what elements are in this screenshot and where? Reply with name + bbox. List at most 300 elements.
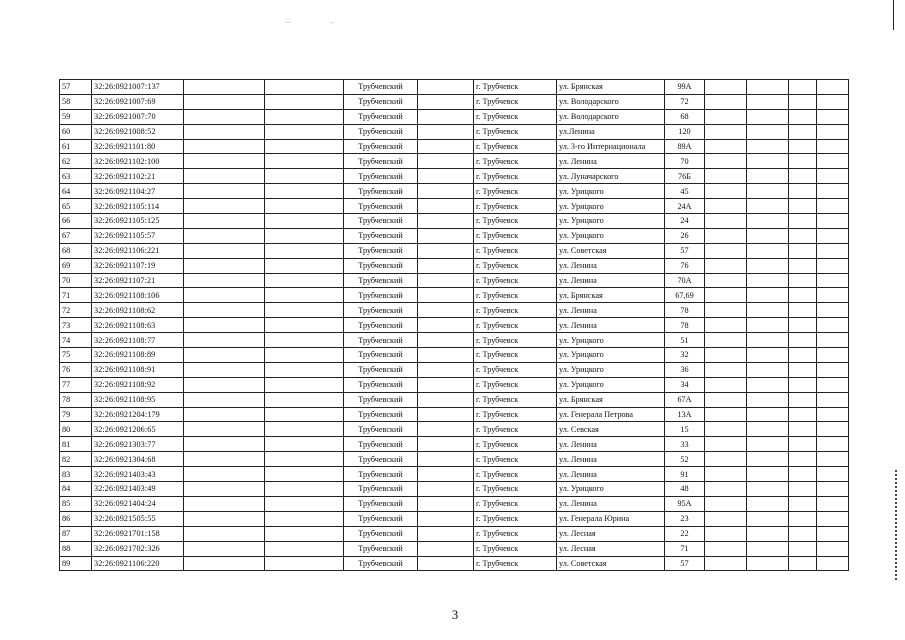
empty-cell xyxy=(747,80,789,95)
house-number-cell: 91 xyxy=(665,467,705,482)
row-number-cell: 73 xyxy=(60,318,92,333)
city-cell: г. Трубчевск xyxy=(474,556,557,571)
city-cell: г. Трубчевск xyxy=(474,80,557,95)
row-number-cell: 62 xyxy=(60,154,92,169)
house-number-cell: 33 xyxy=(665,437,705,452)
city-cell: г. Трубчевск xyxy=(474,377,557,392)
street-cell: ул. Урицкого xyxy=(557,184,665,199)
empty-cell xyxy=(747,541,789,556)
scan-artifact xyxy=(285,22,291,23)
street-cell: ул. Луначарского xyxy=(557,169,665,184)
empty-cell xyxy=(747,377,789,392)
empty-cell xyxy=(705,496,747,511)
empty-cell xyxy=(705,526,747,541)
street-cell: ул. Урицкого xyxy=(557,214,665,229)
empty-cell xyxy=(789,362,817,377)
empty-cell xyxy=(418,109,474,124)
district-cell: Трубчевский xyxy=(344,199,418,214)
scan-edge-marks xyxy=(895,470,901,580)
empty-cell xyxy=(418,362,474,377)
table-row xyxy=(60,258,849,273)
empty-cell xyxy=(265,214,344,229)
empty-cell xyxy=(747,422,789,437)
empty-cell xyxy=(747,288,789,303)
empty-cell xyxy=(418,273,474,288)
city-cell: г. Трубчевск xyxy=(474,243,557,258)
city-cell: г. Трубчевск xyxy=(474,154,557,169)
empty-cell xyxy=(265,348,344,363)
empty-cell xyxy=(184,348,265,363)
empty-cell xyxy=(817,333,849,348)
district-cell: Трубчевский xyxy=(344,228,418,243)
street-cell: ул. Советская xyxy=(557,556,665,571)
cadastral-number-cell: 32:26:0921106:220 xyxy=(92,556,184,571)
empty-cell xyxy=(184,80,265,95)
empty-cell xyxy=(184,273,265,288)
empty-cell xyxy=(789,348,817,363)
row-number-cell: 85 xyxy=(60,496,92,511)
district-cell: Трубчевский xyxy=(344,556,418,571)
empty-cell xyxy=(817,273,849,288)
empty-cell xyxy=(817,556,849,571)
empty-cell xyxy=(705,228,747,243)
empty-cell xyxy=(789,467,817,482)
empty-cell xyxy=(705,422,747,437)
empty-cell xyxy=(817,109,849,124)
empty-cell xyxy=(418,228,474,243)
district-cell: Трубчевский xyxy=(344,273,418,288)
house-number-cell: 52 xyxy=(665,452,705,467)
cadastral-number-cell: 32:26:0921108:89 xyxy=(92,348,184,363)
cadastral-number-cell: 32:26:0921008:52 xyxy=(92,124,184,139)
empty-cell xyxy=(747,124,789,139)
city-cell: г. Трубчевск xyxy=(474,437,557,452)
empty-cell xyxy=(705,467,747,482)
empty-cell xyxy=(184,407,265,422)
house-number-cell: 22 xyxy=(665,526,705,541)
row-number-cell: 83 xyxy=(60,467,92,482)
empty-cell xyxy=(184,511,265,526)
empty-cell xyxy=(184,243,265,258)
table-row xyxy=(60,526,849,541)
empty-cell xyxy=(265,80,344,95)
empty-cell xyxy=(789,109,817,124)
empty-cell xyxy=(184,496,265,511)
empty-cell xyxy=(747,452,789,467)
registry-table-body xyxy=(60,80,849,571)
house-number-cell: 99А xyxy=(665,80,705,95)
city-cell: г. Трубчевск xyxy=(474,288,557,303)
street-cell: ул. Урицкого xyxy=(557,348,665,363)
street-cell: ул. Ленина xyxy=(557,496,665,511)
row-number-cell: 87 xyxy=(60,526,92,541)
cadastral-number-cell: 32:26:0921106:221 xyxy=(92,243,184,258)
empty-cell xyxy=(418,318,474,333)
table-row xyxy=(60,556,849,571)
street-cell: ул. Володарского xyxy=(557,109,665,124)
street-cell: ул. Урицкого xyxy=(557,228,665,243)
city-cell: г. Трубчевск xyxy=(474,214,557,229)
row-number-cell: 69 xyxy=(60,258,92,273)
empty-cell xyxy=(747,109,789,124)
table-row xyxy=(60,333,849,348)
table-row xyxy=(60,511,849,526)
row-number-cell: 58 xyxy=(60,94,92,109)
table-row xyxy=(60,437,849,452)
cadastral-number-cell: 32:26:0921701:158 xyxy=(92,526,184,541)
empty-cell xyxy=(184,303,265,318)
empty-cell xyxy=(705,541,747,556)
row-number-cell: 63 xyxy=(60,169,92,184)
row-number-cell: 64 xyxy=(60,184,92,199)
empty-cell xyxy=(265,199,344,214)
empty-cell xyxy=(265,258,344,273)
table-row xyxy=(60,422,849,437)
table-row xyxy=(60,407,849,422)
empty-cell xyxy=(789,273,817,288)
table-row xyxy=(60,243,849,258)
empty-cell xyxy=(418,496,474,511)
empty-cell xyxy=(265,511,344,526)
empty-cell xyxy=(789,169,817,184)
cadastral-number-cell: 32:26:0921105:125 xyxy=(92,214,184,229)
row-number-cell: 66 xyxy=(60,214,92,229)
city-cell: г. Трубчевск xyxy=(474,318,557,333)
street-cell: ул. Лесная xyxy=(557,526,665,541)
empty-cell xyxy=(789,482,817,497)
house-number-cell: 95А xyxy=(665,496,705,511)
empty-cell xyxy=(747,169,789,184)
district-cell: Трубчевский xyxy=(344,526,418,541)
cadastral-number-cell: 32:26:0921108:77 xyxy=(92,333,184,348)
district-cell: Трубчевский xyxy=(344,214,418,229)
empty-cell xyxy=(705,199,747,214)
district-cell: Трубчевский xyxy=(344,243,418,258)
row-number-cell: 79 xyxy=(60,407,92,422)
empty-cell xyxy=(265,154,344,169)
empty-cell xyxy=(418,199,474,214)
cadastral-number-cell: 32:26:0921403:49 xyxy=(92,482,184,497)
empty-cell xyxy=(817,407,849,422)
table-row xyxy=(60,228,849,243)
empty-cell xyxy=(705,273,747,288)
empty-cell xyxy=(265,94,344,109)
city-cell: г. Трубчевск xyxy=(474,511,557,526)
house-number-cell: 67А xyxy=(665,392,705,407)
district-cell: Трубчевский xyxy=(344,437,418,452)
empty-cell xyxy=(418,526,474,541)
empty-cell xyxy=(705,288,747,303)
cadastral-number-cell: 32:26:0921304:68 xyxy=(92,452,184,467)
empty-cell xyxy=(747,303,789,318)
empty-cell xyxy=(705,303,747,318)
cadastral-number-cell: 32:26:0921007:70 xyxy=(92,109,184,124)
district-cell: Трубчевский xyxy=(344,94,418,109)
empty-cell xyxy=(265,526,344,541)
empty-cell xyxy=(817,452,849,467)
empty-cell xyxy=(705,154,747,169)
empty-cell xyxy=(817,154,849,169)
empty-cell xyxy=(705,214,747,229)
empty-cell xyxy=(705,184,747,199)
table-row xyxy=(60,80,849,95)
empty-cell xyxy=(184,437,265,452)
empty-cell xyxy=(705,80,747,95)
empty-cell xyxy=(705,392,747,407)
empty-cell xyxy=(817,169,849,184)
empty-cell xyxy=(705,169,747,184)
row-number-cell: 86 xyxy=(60,511,92,526)
table-row xyxy=(60,377,849,392)
row-number-cell: 68 xyxy=(60,243,92,258)
house-number-cell: 23 xyxy=(665,511,705,526)
empty-cell xyxy=(184,482,265,497)
street-cell: ул. Ленина xyxy=(557,437,665,452)
street-cell: ул. Урицкого xyxy=(557,333,665,348)
city-cell: г. Трубчевск xyxy=(474,199,557,214)
empty-cell xyxy=(184,333,265,348)
empty-cell xyxy=(418,184,474,199)
cadastral-number-cell: 32:26:0921404:24 xyxy=(92,496,184,511)
empty-cell xyxy=(747,511,789,526)
empty-cell xyxy=(184,556,265,571)
empty-cell xyxy=(747,154,789,169)
empty-cell xyxy=(789,377,817,392)
street-cell: ул. Брянская xyxy=(557,392,665,407)
empty-cell xyxy=(184,154,265,169)
street-cell: ул. Ленина xyxy=(557,303,665,318)
row-number-cell: 77 xyxy=(60,377,92,392)
page-number: 3 xyxy=(451,607,459,622)
street-cell: ул. Севская xyxy=(557,422,665,437)
empty-cell xyxy=(418,422,474,437)
empty-cell xyxy=(817,511,849,526)
empty-cell xyxy=(265,333,344,348)
cadastral-number-cell: 32:26:0921105:114 xyxy=(92,199,184,214)
empty-cell xyxy=(817,80,849,95)
empty-cell xyxy=(705,258,747,273)
empty-cell xyxy=(184,392,265,407)
cadastral-number-cell: 32:26:0921108:106 xyxy=(92,288,184,303)
empty-cell xyxy=(265,169,344,184)
street-cell: ул. Ленина xyxy=(557,154,665,169)
row-number-cell: 89 xyxy=(60,556,92,571)
street-cell: ул. Урицкого xyxy=(557,377,665,392)
row-number-cell: 57 xyxy=(60,80,92,95)
empty-cell xyxy=(817,214,849,229)
city-cell: г. Трубчевск xyxy=(474,139,557,154)
row-number-cell: 82 xyxy=(60,452,92,467)
empty-cell xyxy=(789,258,817,273)
empty-cell xyxy=(418,154,474,169)
empty-cell xyxy=(705,348,747,363)
street-cell: ул. Володарского xyxy=(557,94,665,109)
table-row xyxy=(60,94,849,109)
empty-cell xyxy=(789,124,817,139)
empty-cell xyxy=(418,94,474,109)
row-number-cell: 81 xyxy=(60,437,92,452)
city-cell: г. Трубчевск xyxy=(474,124,557,139)
city-cell: г. Трубчевск xyxy=(474,303,557,318)
empty-cell xyxy=(817,541,849,556)
empty-cell xyxy=(265,556,344,571)
empty-cell xyxy=(789,422,817,437)
city-cell: г. Трубчевск xyxy=(474,109,557,124)
empty-cell xyxy=(705,243,747,258)
empty-cell xyxy=(817,184,849,199)
street-cell: ул. Ленина xyxy=(557,318,665,333)
city-cell: г. Трубчевск xyxy=(474,541,557,556)
empty-cell xyxy=(789,452,817,467)
empty-cell xyxy=(789,437,817,452)
street-cell: ул. Урицкого xyxy=(557,482,665,497)
empty-cell xyxy=(747,556,789,571)
cadastral-number-cell: 32:26:0921303:77 xyxy=(92,437,184,452)
empty-cell xyxy=(418,407,474,422)
empty-cell xyxy=(817,422,849,437)
house-number-cell: 57 xyxy=(665,556,705,571)
row-number-cell: 61 xyxy=(60,139,92,154)
cadastral-number-cell: 32:26:0921101:80 xyxy=(92,139,184,154)
house-number-cell: 78 xyxy=(665,318,705,333)
empty-cell xyxy=(789,139,817,154)
empty-cell xyxy=(789,288,817,303)
district-cell: Трубчевский xyxy=(344,377,418,392)
empty-cell xyxy=(705,124,747,139)
house-number-cell: 26 xyxy=(665,228,705,243)
house-number-cell: 89А xyxy=(665,139,705,154)
house-number-cell: 120 xyxy=(665,124,705,139)
cadastral-number-cell: 32:26:0921007:137 xyxy=(92,80,184,95)
empty-cell xyxy=(184,199,265,214)
district-cell: Трубчевский xyxy=(344,541,418,556)
empty-cell xyxy=(817,94,849,109)
city-cell: г. Трубчевск xyxy=(474,258,557,273)
city-cell: г. Трубчевск xyxy=(474,348,557,363)
empty-cell xyxy=(705,482,747,497)
cadastral-number-cell: 32:26:0921403:43 xyxy=(92,467,184,482)
house-number-cell: 70А xyxy=(665,273,705,288)
cadastral-number-cell: 32:26:0921107:21 xyxy=(92,273,184,288)
row-number-cell: 75 xyxy=(60,348,92,363)
table-row xyxy=(60,109,849,124)
empty-cell xyxy=(789,407,817,422)
district-cell: Трубчевский xyxy=(344,184,418,199)
empty-cell xyxy=(747,392,789,407)
table-row xyxy=(60,467,849,482)
empty-cell xyxy=(747,139,789,154)
street-cell: ул.Ленина xyxy=(557,124,665,139)
empty-cell xyxy=(747,214,789,229)
district-cell: Трубчевский xyxy=(344,139,418,154)
empty-cell xyxy=(265,362,344,377)
street-cell: ул. Генерала Юрина xyxy=(557,511,665,526)
empty-cell xyxy=(184,184,265,199)
table-row xyxy=(60,362,849,377)
empty-cell xyxy=(418,169,474,184)
empty-cell xyxy=(705,556,747,571)
empty-cell xyxy=(418,377,474,392)
street-cell: ул. Ленина xyxy=(557,273,665,288)
empty-cell xyxy=(184,258,265,273)
district-cell: Трубчевский xyxy=(344,318,418,333)
table-row xyxy=(60,199,849,214)
row-number-cell: 78 xyxy=(60,392,92,407)
table-row xyxy=(60,184,849,199)
city-cell: г. Трубчевск xyxy=(474,362,557,377)
empty-cell xyxy=(747,273,789,288)
empty-cell xyxy=(817,482,849,497)
empty-cell xyxy=(817,437,849,452)
table-row xyxy=(60,496,849,511)
house-number-cell: 70 xyxy=(665,154,705,169)
empty-cell xyxy=(705,362,747,377)
district-cell: Трубчевский xyxy=(344,496,418,511)
district-cell: Трубчевский xyxy=(344,482,418,497)
cadastral-number-cell: 32:26:0921505:55 xyxy=(92,511,184,526)
registry-table xyxy=(59,79,849,571)
empty-cell xyxy=(789,392,817,407)
cadastral-number-cell: 32:26:0921108:63 xyxy=(92,318,184,333)
table-row xyxy=(60,452,849,467)
city-cell: г. Трубчевск xyxy=(474,228,557,243)
empty-cell xyxy=(705,94,747,109)
house-number-cell: 57 xyxy=(665,243,705,258)
empty-cell xyxy=(817,392,849,407)
house-number-cell: 76Б xyxy=(665,169,705,184)
empty-cell xyxy=(789,556,817,571)
empty-cell xyxy=(747,243,789,258)
row-number-cell: 88 xyxy=(60,541,92,556)
street-cell: ул. Урицкого xyxy=(557,199,665,214)
table-row xyxy=(60,273,849,288)
table-row xyxy=(60,482,849,497)
city-cell: г. Трубчевск xyxy=(474,392,557,407)
row-number-cell: 72 xyxy=(60,303,92,318)
district-cell: Трубчевский xyxy=(344,348,418,363)
empty-cell xyxy=(418,467,474,482)
empty-cell xyxy=(789,318,817,333)
street-cell: ул. Ленина xyxy=(557,467,665,482)
row-number-cell: 60 xyxy=(60,124,92,139)
empty-cell xyxy=(705,333,747,348)
empty-cell xyxy=(418,348,474,363)
page-edge-line xyxy=(893,0,894,30)
house-number-cell: 45 xyxy=(665,184,705,199)
empty-cell xyxy=(817,526,849,541)
district-cell: Трубчевский xyxy=(344,169,418,184)
empty-cell xyxy=(789,303,817,318)
city-cell: г. Трубчевск xyxy=(474,422,557,437)
empty-cell xyxy=(265,228,344,243)
district-cell: Трубчевский xyxy=(344,422,418,437)
district-cell: Трубчевский xyxy=(344,288,418,303)
table-row xyxy=(60,154,849,169)
empty-cell xyxy=(265,243,344,258)
cadastral-number-cell: 32:26:0921702:326 xyxy=(92,541,184,556)
empty-cell xyxy=(265,496,344,511)
empty-cell xyxy=(184,109,265,124)
street-cell: ул. Урицкого xyxy=(557,362,665,377)
empty-cell xyxy=(265,288,344,303)
house-number-cell: 15 xyxy=(665,422,705,437)
district-cell: Трубчевский xyxy=(344,333,418,348)
empty-cell xyxy=(817,303,849,318)
house-number-cell: 68 xyxy=(665,109,705,124)
empty-cell xyxy=(789,184,817,199)
house-number-cell: 13А xyxy=(665,407,705,422)
street-cell: ул. Генерала Петрова xyxy=(557,407,665,422)
